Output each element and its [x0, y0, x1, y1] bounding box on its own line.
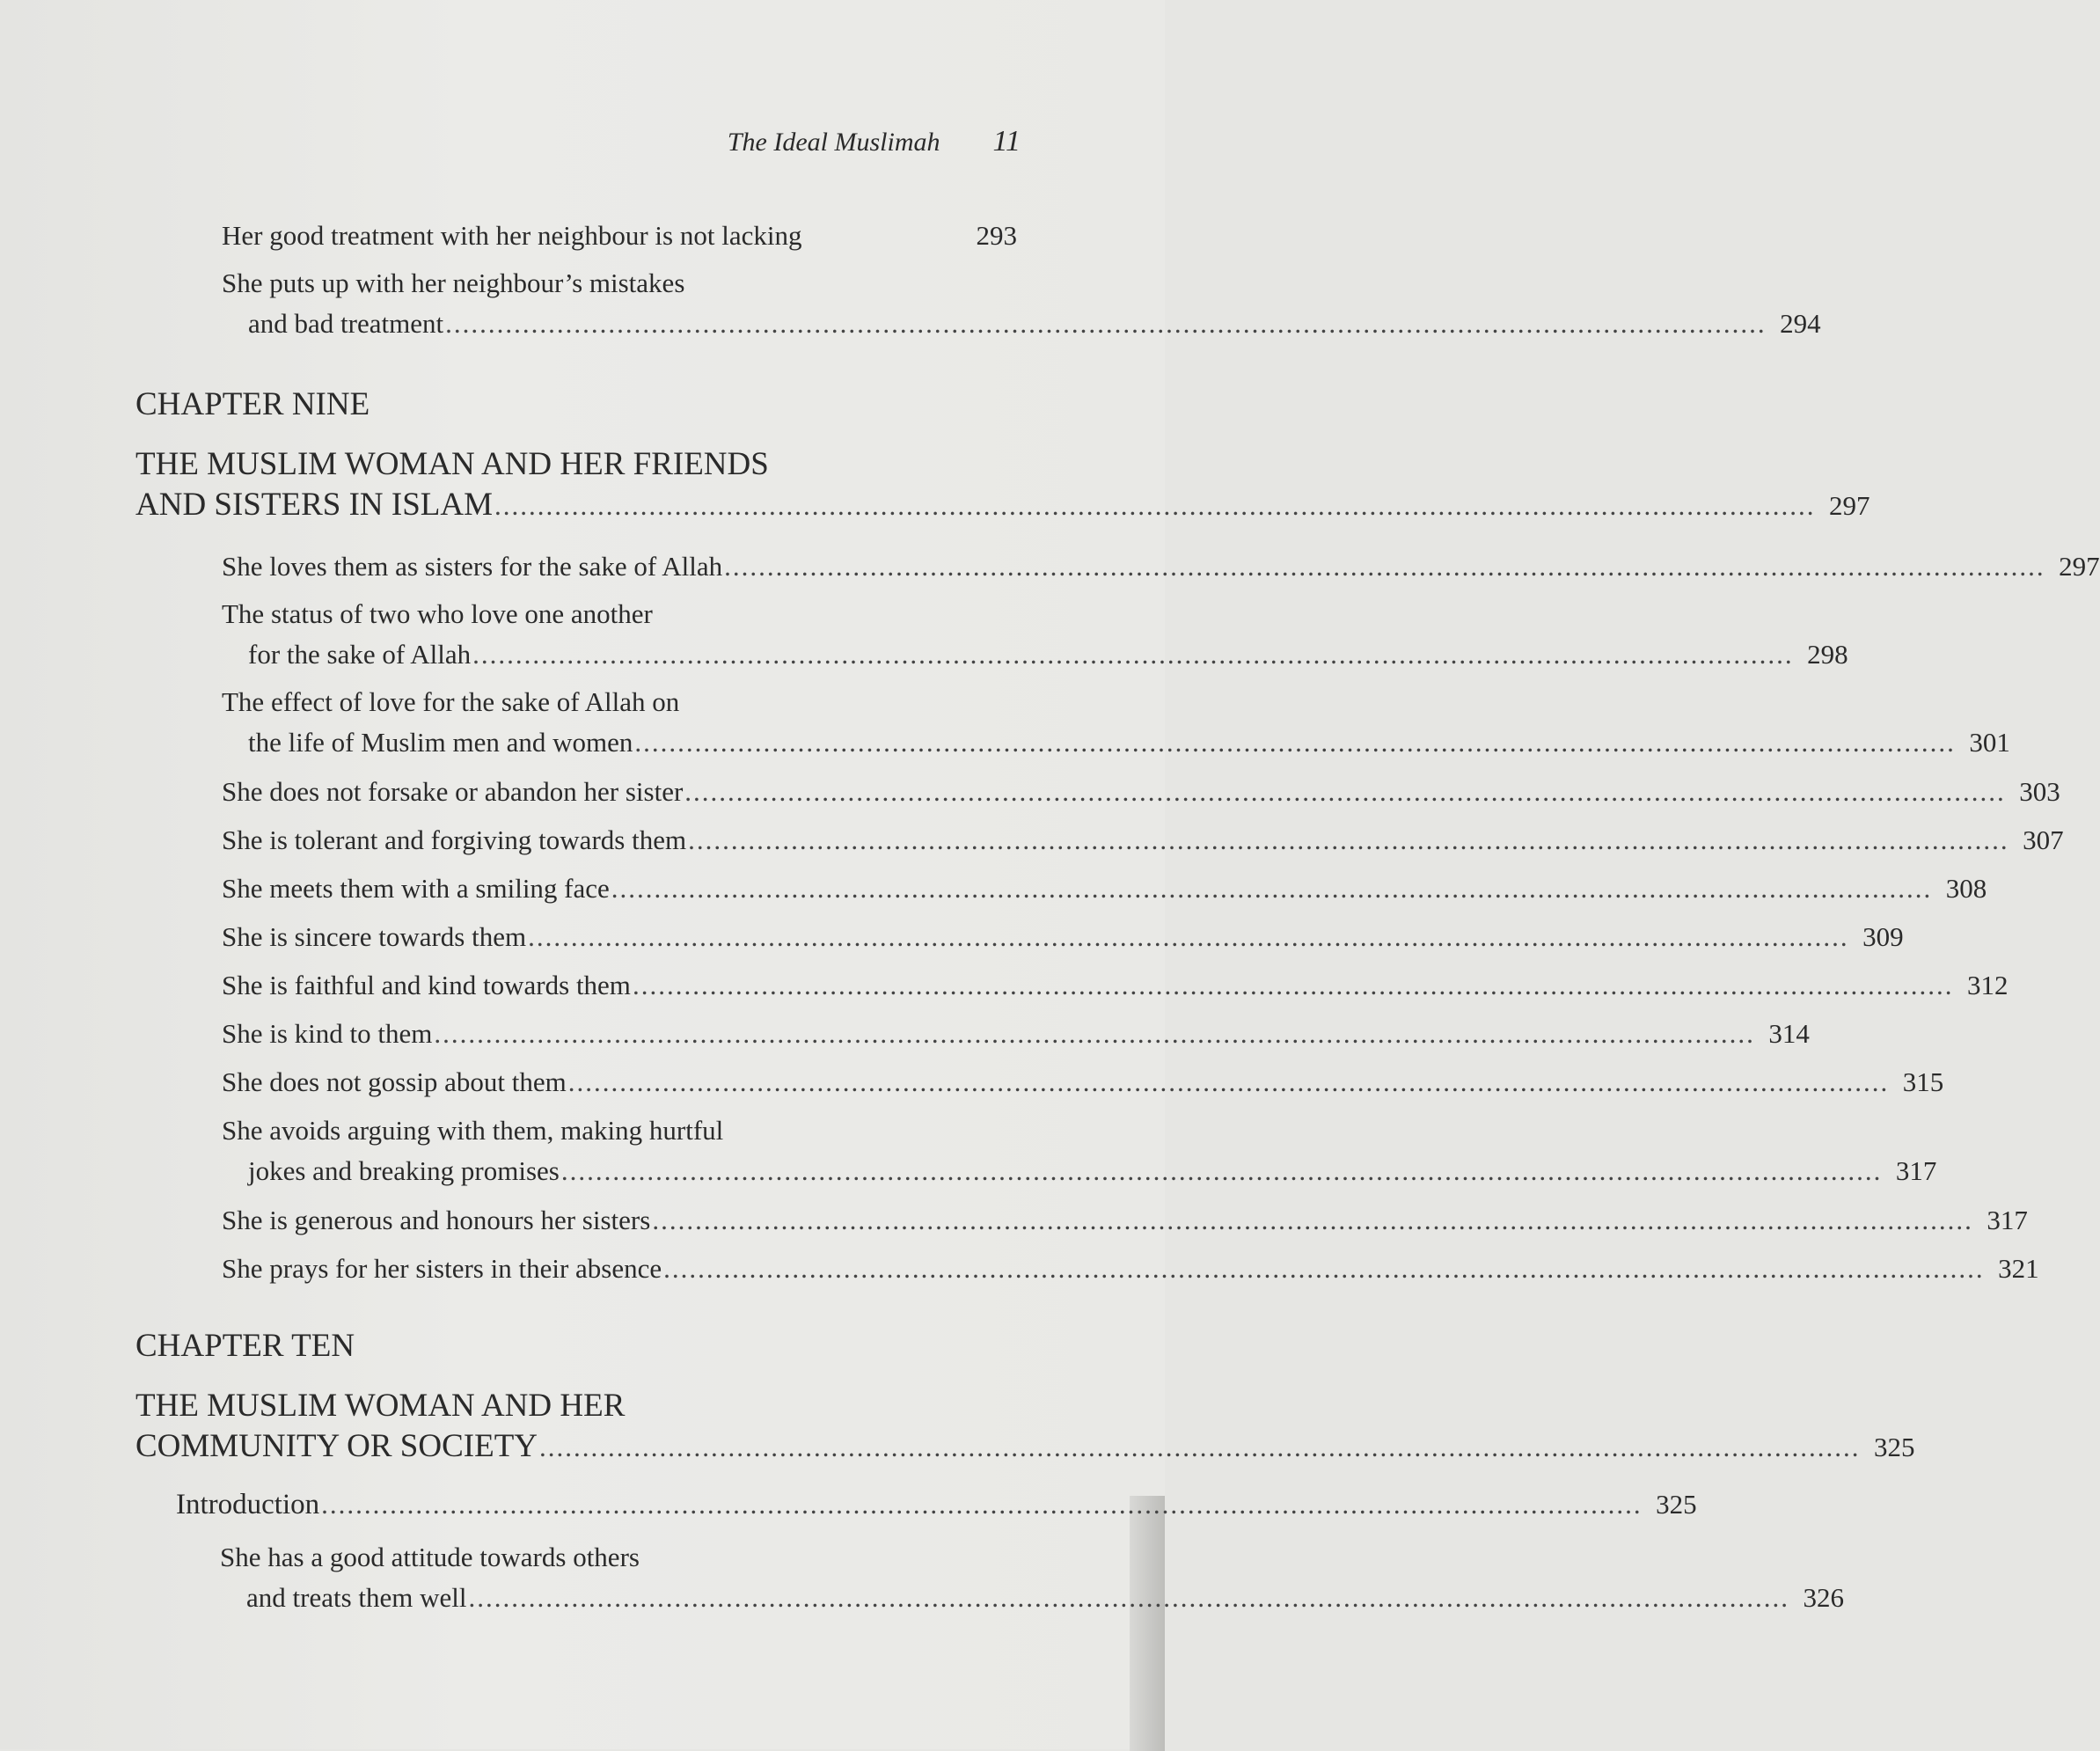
toc-entry — [135, 1427, 1915, 1465]
chapter-title: COMMUNITY OR SOCIETY — [135, 1428, 538, 1464]
dot-leader: .......................................................................................................................................................... — [560, 1155, 1883, 1186]
chapter-title: THE MUSLIM WOMAN AND HER FRIENDS — [135, 446, 769, 482]
toc-entry — [222, 1253, 2039, 1285]
toc-entry — [222, 824, 2064, 856]
toc-entry — [248, 308, 1821, 340]
dot-leader: .......................................................................................................................................................... — [652, 1205, 1973, 1235]
dot-leader: .......................................................................................................................................................... — [472, 639, 1794, 670]
toc-entry-page: 301 — [1969, 727, 2010, 758]
toc-entry-title: She does not forsake or abandon her sister — [222, 776, 684, 807]
page-edge-shadow — [1130, 1496, 1165, 1751]
toc-entry — [222, 1205, 2028, 1236]
toc-entry — [222, 220, 1017, 252]
dot-leader: .......................................................................................................................................................... — [445, 308, 1767, 339]
toc-entry — [222, 551, 2100, 582]
toc-entry — [222, 1066, 1944, 1098]
dot-leader: .......................................................................................................................................................... — [494, 490, 1816, 521]
toc-entry — [222, 873, 1987, 905]
chapter-heading: CHAPTER TEN — [135, 1328, 355, 1364]
running-header-title: The Ideal Muslimah — [727, 128, 940, 157]
toc-entry-page: 321 — [1998, 1253, 2039, 1284]
toc-entry-page: 297 — [1829, 490, 1870, 521]
toc-entry-title: She does not gossip about them — [222, 1066, 567, 1097]
toc-entry-page: 293 — [976, 220, 1017, 251]
toc-entry — [222, 970, 2009, 1001]
running-header — [669, 125, 1021, 158]
toc-entry-title: The status of two who love one another — [222, 598, 653, 629]
toc-entry-page: 297 — [2059, 551, 2100, 582]
toc-entry-page: 309 — [1862, 921, 1904, 952]
toc-entry-title: She prays for her sisters in their absence — [222, 1253, 662, 1284]
toc-entry-title: the life of Muslim men and women — [248, 727, 633, 758]
dot-leader: .......................................................................................................................................................... — [632, 970, 1954, 1000]
toc-entry — [135, 486, 1870, 524]
toc-entry-title: She is sincere towards them — [222, 921, 527, 952]
toc-entry — [222, 776, 2060, 808]
toc-entry-page: 308 — [1945, 873, 1987, 904]
dot-leader: .......................................................................................................................................................... — [688, 824, 2009, 855]
toc-entry-title: She meets them with a smiling face — [222, 873, 610, 904]
toc-entry-page: 314 — [1768, 1018, 1810, 1049]
toc-entry — [246, 1582, 1844, 1614]
toc-entry-title: She avoids arguing with them, making hurtful — [222, 1115, 724, 1146]
dot-leader: .......................................................................................................................................................... — [663, 1253, 1985, 1284]
dot-leader: .......................................................................................................................................................... — [434, 1018, 1755, 1049]
toc-entry — [248, 727, 2010, 758]
toc-entry-title: for the sake of Allah — [248, 639, 472, 670]
dot-leader: .......................................................................................................................................................... — [724, 551, 2045, 582]
dot-leader: .......................................................................................................................................................... — [684, 776, 2006, 807]
dot-leader: .......................................................................................................................................................... — [321, 1489, 1643, 1520]
toc-entry-page: 298 — [1807, 639, 1848, 670]
toc-entry-title: The effect of love for the sake of Allah on — [222, 686, 680, 717]
toc-entry-page: 303 — [2019, 776, 2060, 807]
toc-entry — [176, 1489, 1697, 1521]
toc-entry-title: and bad treatment — [248, 308, 444, 339]
toc-entry-page: 294 — [1780, 308, 1821, 339]
toc-entry-title: She loves them as sisters for the sake of Allah — [222, 551, 723, 582]
toc-entry-title: She is faithful and kind towards them — [222, 970, 631, 1000]
toc-entry-title: She is kind to them — [222, 1018, 433, 1049]
dot-leader: .......................................................................................................................................................... — [539, 1432, 1861, 1462]
toc-entry-title: She is tolerant and forgiving towards them — [222, 824, 687, 855]
toc-entry-page: 317 — [1895, 1155, 1937, 1186]
toc-entry-title: Her good treatment with her neighbour is not lacking — [222, 220, 802, 251]
page-number: 11 — [992, 125, 1021, 158]
toc-entry-title: jokes and breaking promises — [248, 1155, 560, 1186]
toc-entry — [222, 1018, 1810, 1050]
chapter-title: AND SISTERS IN ISLAM — [135, 487, 494, 523]
toc-entry-page: 315 — [1902, 1066, 1944, 1097]
chapter-heading: CHAPTER NINE — [135, 386, 370, 422]
dot-leader: .......................................................................................................................................................... — [634, 727, 1956, 758]
dot-leader: .......................................................................................................................................................... — [567, 1066, 1890, 1097]
toc-entry — [222, 921, 1904, 953]
toc-entry-title: Introduction — [176, 1489, 320, 1520]
toc-entry — [248, 1155, 1937, 1187]
toc-entry-page: 312 — [1966, 970, 2009, 1000]
dot-leader: .......................................................................................................................................................... — [528, 921, 1849, 952]
toc-entry-page: 307 — [2023, 824, 2064, 855]
toc-entry-page: 325 — [1656, 1489, 1697, 1520]
toc-entry-page: 325 — [1874, 1432, 1915, 1462]
toc-entry-title: She puts up with her neighbour’s mistakes — [222, 267, 685, 298]
toc-entry-page: 326 — [1803, 1582, 1844, 1613]
dot-leader: .......................................................................................................................................................... — [468, 1582, 1789, 1613]
dot-leader: .......................................................................................................................................................... — [611, 873, 1933, 904]
toc-entry-title: She is generous and honours her sisters — [222, 1205, 651, 1235]
toc-entry — [248, 639, 1848, 670]
toc-entry-title: She has a good attitude towards others — [220, 1542, 640, 1572]
toc-entry-title: and treats them well — [246, 1582, 467, 1613]
chapter-title: THE MUSLIM WOMAN AND HER — [135, 1388, 626, 1424]
toc-entry-page: 317 — [1987, 1205, 2028, 1235]
